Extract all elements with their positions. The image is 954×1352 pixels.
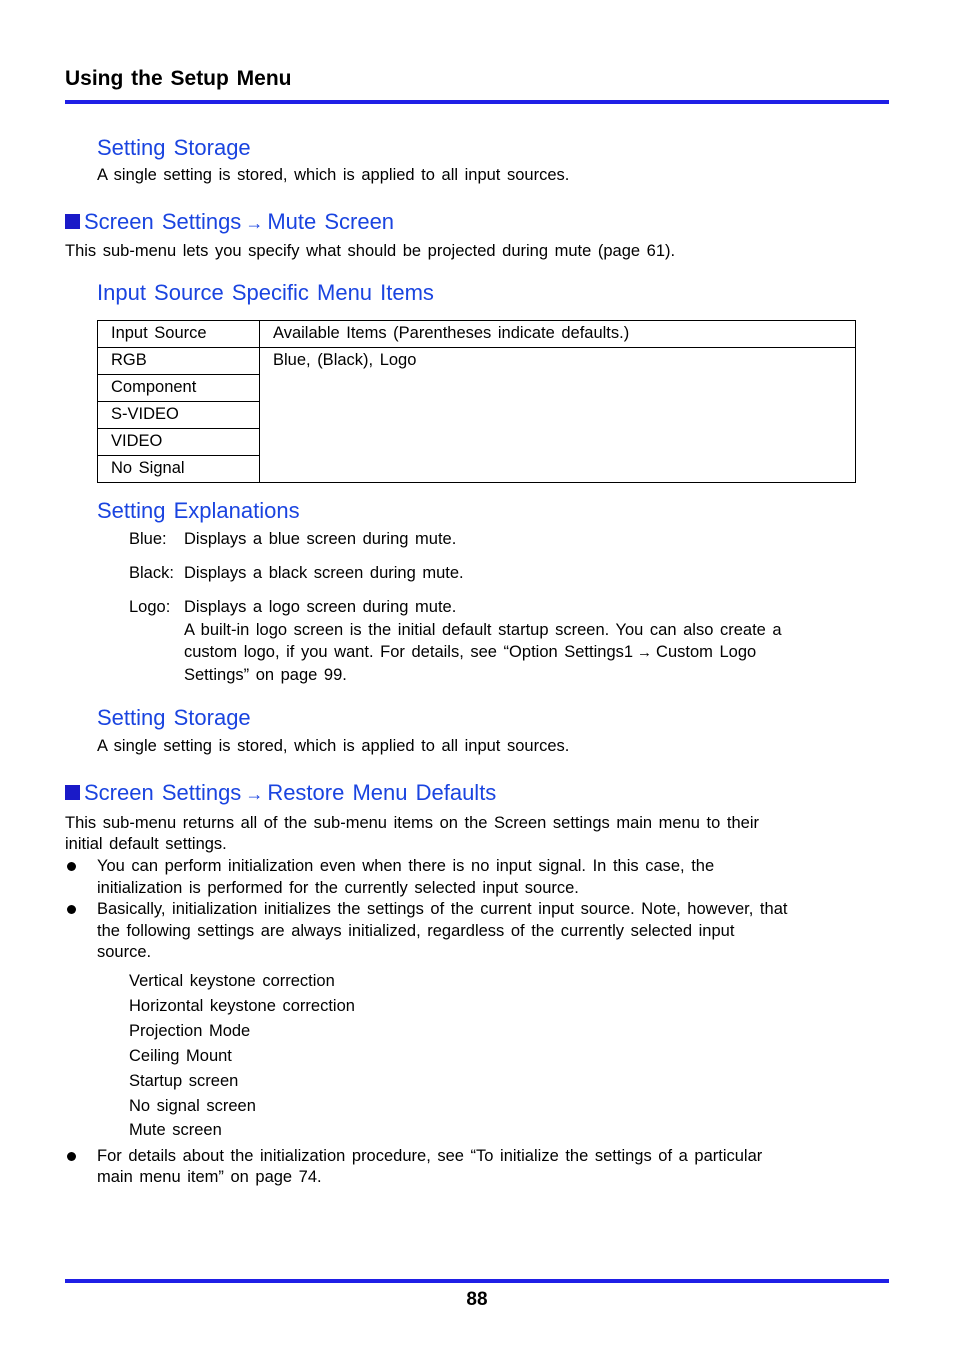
bullet-text: You can perform initialization even when there is no input signal. In this case, the — [97, 857, 715, 875]
setting-storage-heading: Setting Storage — [97, 135, 251, 160]
setting-storage-text: A single setting is stored, which is applied to all input sources. — [97, 166, 570, 184]
bullet-text: source. — [97, 943, 152, 961]
bullet-text: the following settings are always initialized, regardless of the currently selected input — [97, 922, 735, 940]
footer-rule — [65, 1279, 889, 1283]
table-header-cell: Available Items (Parentheses indicate defaults.) — [260, 321, 856, 348]
list-item: Projection Mode — [129, 1022, 251, 1040]
list-item: Startup screen — [129, 1072, 239, 1090]
restore-intro: This sub-menu returns all of the sub-menu items on the Screen settings main menu to their — [65, 814, 759, 832]
list-item: Vertical keystone correction — [129, 972, 335, 990]
logo-detail: A built-in logo screen is the initial default startup screen. You can also create a — [184, 621, 782, 639]
setting-storage-heading: Setting Storage — [97, 705, 251, 730]
logo-detail: Settings” on page 99. — [184, 666, 347, 684]
list-item: No signal screen — [129, 1097, 256, 1115]
square-bullet-icon — [65, 785, 80, 800]
arrow-right-icon: → — [245, 213, 264, 233]
setting-explanations-heading: Setting Explanations — [97, 498, 300, 523]
list-item: Ceiling Mount — [129, 1047, 232, 1065]
bullet-text: For details about the initialization procedure, see “To initialize the settings of a particular — [97, 1147, 763, 1165]
bullet-dot-icon — [67, 905, 76, 914]
restore-defaults-section-heading: Screen Settings → Restore Menu Defaults — [65, 780, 496, 806]
input-source-table — [97, 320, 856, 483]
table-cell-items: Blue, (Black), Logo — [260, 348, 856, 483]
page-title: Using the Setup Menu — [65, 67, 292, 90]
bullet-text: main menu item” on page 74. — [97, 1168, 322, 1186]
square-bullet-icon — [65, 214, 80, 229]
table-row — [98, 321, 856, 348]
blue-label: Blue: — [129, 530, 167, 548]
bullet-text: Basically, initialization initializes the settings of the current input source. Note, however, that — [97, 900, 788, 918]
table-cell-source: S-VIDEO — [98, 402, 260, 429]
bullet-text: initialization is performed for the currently selected input source. — [97, 879, 579, 897]
setting-storage-text: A single setting is stored, which is applied to all input sources. — [97, 737, 570, 755]
blue-text: Displays a blue screen during mute. — [184, 530, 457, 548]
bullet-dot-icon — [67, 862, 76, 871]
restore-intro: initial default settings. — [65, 835, 227, 853]
arrow-right-icon: → — [637, 644, 653, 661]
black-text: Displays a black screen during mute. — [184, 564, 464, 582]
bullet-dot-icon — [67, 1152, 76, 1161]
black-label: Black: — [129, 564, 174, 582]
list-item: Horizontal keystone correction — [129, 997, 355, 1015]
table-cell-source: Component — [98, 375, 260, 402]
input-source-table-heading: Input Source Specific Menu Items — [97, 280, 434, 305]
mute-screen-section-heading: Screen Settings → Mute Screen — [65, 209, 394, 235]
logo-detail: custom logo, if you want. For details, see “Option Settings1 → Custom Logo — [184, 643, 757, 661]
list-item: Mute screen — [129, 1121, 222, 1139]
table-header-cell: Input Source — [98, 321, 260, 348]
arrow-right-icon: → — [245, 784, 264, 804]
logo-label: Logo: — [129, 598, 171, 616]
header-rule — [65, 100, 889, 104]
mute-intro: This sub-menu lets you specify what should be projected during mute (page 61). — [65, 242, 676, 260]
table-row — [98, 348, 856, 375]
table-cell-source: No Signal — [98, 456, 260, 483]
table-cell-source: VIDEO — [98, 429, 260, 456]
table-cell-source: RGB — [98, 348, 260, 375]
logo-text: Displays a logo screen during mute. — [184, 598, 457, 616]
page-number: 88 — [466, 1289, 488, 1310]
